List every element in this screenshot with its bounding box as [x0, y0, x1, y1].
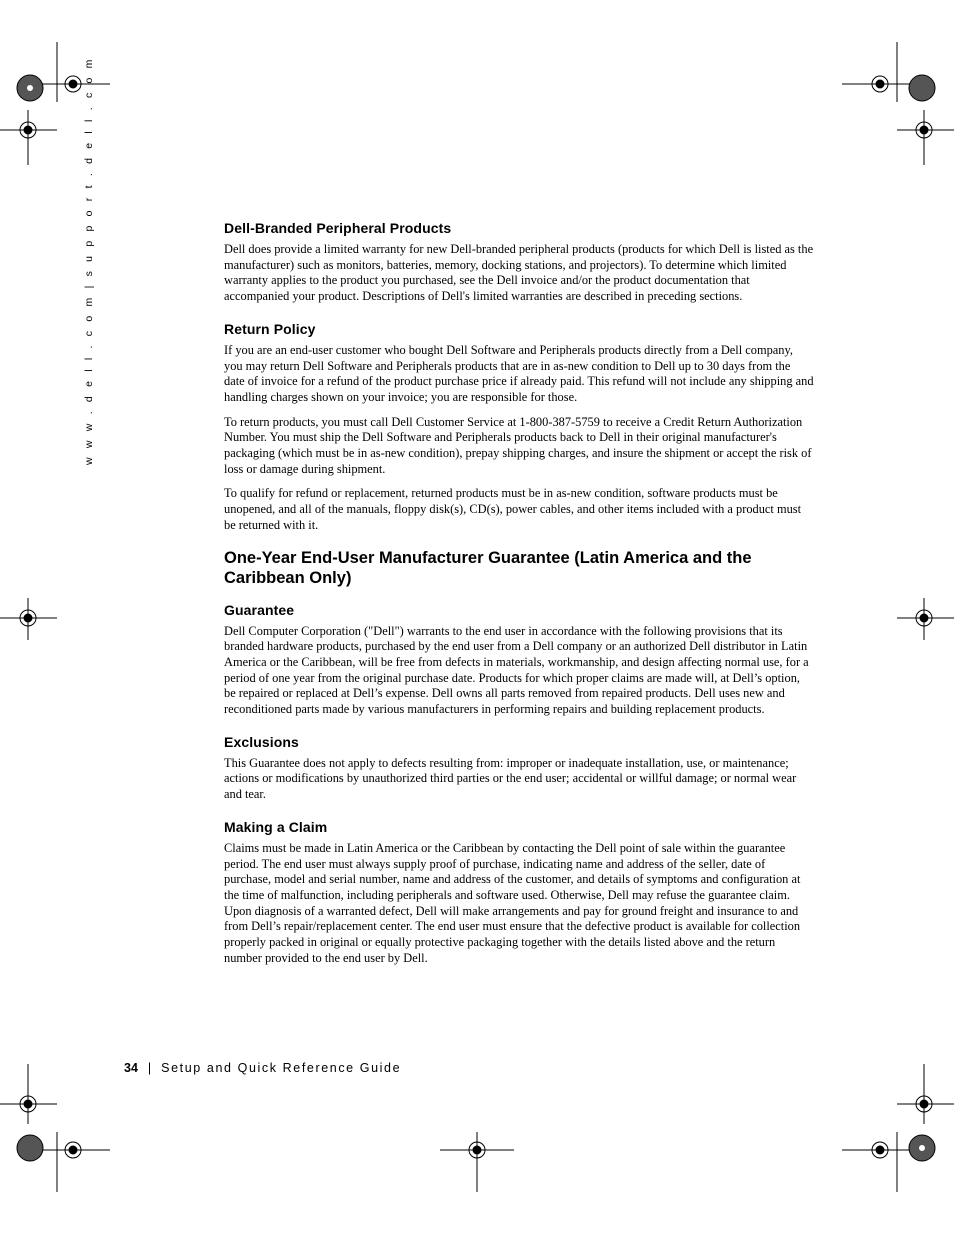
heading-exclusions: Exclusions [224, 733, 299, 750]
section-return-policy [224, 319, 814, 534]
section-making-claim [224, 817, 814, 967]
heading-guarantee-title: One-Year End-User Manufacturer Guarantee (Latin America and the Caribbean Only) [224, 548, 752, 587]
heading-return-policy: Return Policy [224, 320, 316, 337]
section-peripheral [224, 218, 814, 305]
heading-peripheral: Dell-Branded Peripheral Products [224, 220, 452, 236]
section-guarantee [224, 600, 814, 718]
page-footer [124, 1061, 401, 1075]
paragraph: To return products, you must call Dell Customer Service at 1-800-387-5759 to receive a Credit Return Authorization Number. You must ship the Dell Software and Peripherals products back to Dell in their original manufacturer's packaging (which must be in as-new condition), prepay shipping charges, and insure the shipment or accept the risk of loss or damage during shipment. [224, 414, 812, 476]
heading-guarantee: Guarantee [224, 601, 295, 618]
main-content [224, 218, 814, 981]
paragraph: To qualify for refund or replacement, returned products must be in as-new condition, software products must be unopened, and all of the manuals, floppy disk(s), CD(s), power cables, and other items included with a product must be returned with it. [224, 486, 802, 532]
footer-separator: | [147, 1061, 152, 1075]
heading-making-claim: Making a Claim [224, 818, 328, 835]
paragraph: Dell does provide a limited warranty for new Dell-branded peripheral products (products for which Dell is listed as the manufacturer) such as monitors, batteries, memory, docking stations, and projectors). To determine which limited warranty applies to the product you purchased, see the Dell invoice and/or the product documentation that accompanied your product. Descriptions of Dell's limited warranties are described in preceding sections. [224, 242, 814, 304]
paragraph: This Guarantee does not apply to defects resulting from: improper or inadequate installation, use, or maintenance; actions or modifications by unauthorized third parties or the end user; accidental or willful damage; or normal wear and tear. [224, 755, 797, 802]
page-number: 34 [124, 1061, 138, 1075]
paragraph: Claims must be made in Latin America or the Caribbean by contacting the Dell point of sale within the guarantee period. The end user must always supply proof of purchase, indicating name and address of the seller, date of purchase, model and serial number, name and address of the customer, and details of symptoms and configuration at the time of malfunction, including peripherals and software used. Otherwise, Dell may refuse the guarantee claim. Upon diagnosis of a warranted defect, Dell will make arrangements and pay for ground freight and insurance to and from Dell’s repair/replacement center. The end user must ensure that the defective product is available for collection properly packed in original or equally protective packaging together with the details listed above and the return number provided to the end user by Dell. [224, 840, 801, 965]
section-exclusions [224, 732, 814, 803]
footer-title: Setup and Quick Reference Guide [161, 1061, 402, 1075]
paragraph: If you are an end-user customer who bought Dell Software and Peripherals products directly from a Dell company, you may return Dell Software and Peripherals products that are in as-new condition to Dell up to 30 days from the date of invoice for a refund of the product purchase price if already paid. This refund will not include any shipping and handling charges shown on your invoice; you are responsible for those. [224, 342, 814, 404]
paragraph: Dell Computer Corporation ("Dell") warrants to the end user in accordance with the following provisions that its branded hardware products, purchased by the end user from a Dell company or an authorized Dell distributor in Latin America or the Caribbean, will be free from defects in materials, workmanship, and design affecting normal use, for a period of one year from the original purchase date. Products for which proper claims are made will, at Dell’s option, be repaired or replaced at Dell’s expense. Dell owns all parts removed from repaired products. Dell uses new and reconditioned parts made by various manufacturers in performing repairs and building replacement products. [224, 623, 809, 717]
side-url-text: w w w . d e l l . c o m | s u p p o r t . d e l l . c o m [83, 56, 95, 465]
